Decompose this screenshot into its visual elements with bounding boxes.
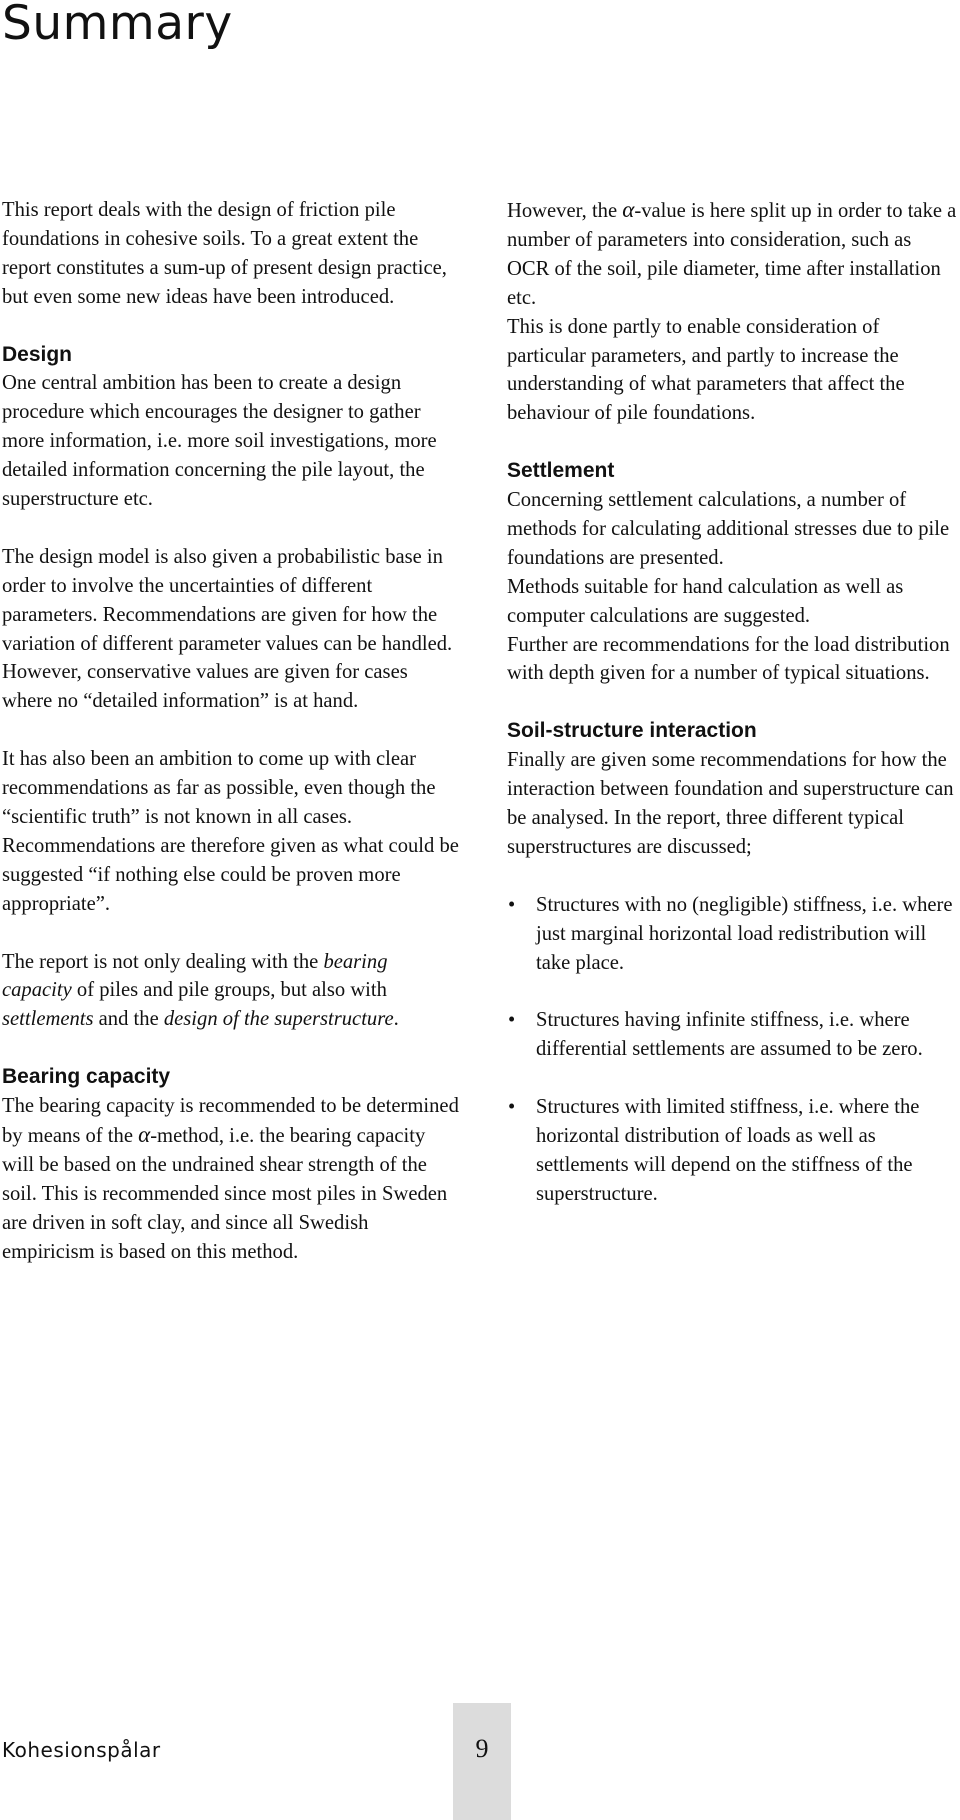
intro-paragraph: This report deals with the design of friction pile foundations in cohesive soils. To a great extent the report constitutes a sum-up of present design practice, but even some new ideas have been introduced. [2, 199, 447, 308]
right-column [507, 196, 957, 1209]
list-item [507, 1006, 957, 1064]
bullet-icon: • [508, 1096, 516, 1119]
continuation-paragraph [507, 196, 957, 313]
bearing-text-1: The bearing capacity is recommended to be determined by means of the [2, 1095, 459, 1147]
soil-structure-heading: Soil-structure interaction [507, 719, 757, 743]
bearing-capacity-heading: Bearing capacity [2, 1065, 171, 1089]
alpha-symbol: α [622, 197, 635, 222]
scope-emphasis-design: design of the superstructure [163, 1008, 394, 1031]
bearing-capacity-paragraph [2, 1092, 462, 1266]
settlement-paragraph-1: Concerning settlement calculations, a number of methods for calculating additional stresses due to pile foundations are presented. [507, 489, 950, 569]
scope-text-2: of piles and pile groups, but also with [71, 979, 387, 1002]
footer-book-title: Kohesionspålar [2, 1738, 161, 1762]
design-paragraph-2: The design model is also given a probabilistic base in order to involve the uncertainties of different parameters. Recommendations are given for how the variation of different parameter values can be handled. However, conservative values are given for cases where no “detailed information” is at hand. [2, 545, 453, 713]
scope-text-1: The report is not only dealing with the [2, 950, 324, 973]
design-paragraph-3: It has also been an ambition to come up with clear recommendations as far as possible, even though the “scientific truth” is not known in all cases. Recommendations are therefore given as what could be suggested “if nothing else could be proven more appropriate”. [2, 748, 459, 915]
design-paragraph-1: One central ambition has been to create a design procedure which encourages the designer to gather more information, i.e. more soil investigations, more detailed information concerning the pile layout, the superstructure etc. [2, 372, 437, 511]
scope-emphasis-bearing-capacity: bearing capacity [2, 950, 388, 1002]
soil-structure-paragraph: Finally are given some recommendations for how the interaction between foundation and superstructure can be analysed. In the report, three different typical superstructures are discussed; [507, 749, 954, 858]
bullet-icon: • [508, 893, 516, 916]
list-item-text: Structures with limited stiffness, i.e. where the horizontal distribution of loads as well as settlements will depend on the stiffness of the superstructure. [536, 1096, 920, 1205]
scope-emphasis-settlements: settlements [2, 1008, 94, 1031]
design-heading: Design [2, 342, 73, 366]
list-item-text: Structures having infinite stiffness, i.e. where differential settlements are assumed to be zero. [536, 1009, 923, 1061]
list-item [507, 1093, 957, 1209]
settlement-heading: Settlement [507, 459, 615, 483]
continuation-text-2: -value is here split up in order to take a number of parameters into consideration, such as OCR of the soil, pile diameter, time after installation etc. [507, 200, 957, 309]
list-item [507, 891, 957, 978]
list-item-text: Structures with no (negligible) stiffness, i.e. where just marginal horizontal load redistribution will take place. [536, 893, 953, 974]
page-number: 9 [475, 1734, 489, 1763]
settlement-paragraph-3: Further are recommendations for the load distribution with depth given for a number of typical situations. [507, 633, 950, 685]
superstructure-list [507, 891, 957, 1209]
bearing-text-2: -method, i.e. the bearing capacity will be based on the undrained shear strength of the soil. This is recommended since most piles in Sweden are driven in soft clay, and since all Swedish empiricism is based on this method. [2, 1124, 448, 1263]
scope-text-4: . [393, 1008, 399, 1031]
continuation-paragraph-2: This is done partly to enable consideration of particular parameters, and partly to increase the understanding of what parameters that affect the behaviour of pile foundations. [507, 315, 905, 425]
settlement-paragraph-2: Methods suitable for hand calculation as well as computer calculations are suggested. [507, 575, 904, 627]
alpha-symbol: α [138, 1121, 151, 1147]
page-number-tab [453, 1703, 511, 1820]
continuation-text-1: However, the [507, 200, 623, 222]
scope-text-3: and the [93, 1008, 164, 1031]
bullet-icon: • [508, 1009, 516, 1032]
page-title: Summary [2, 0, 233, 51]
scope-paragraph [2, 948, 462, 1035]
left-column [2, 196, 462, 1266]
